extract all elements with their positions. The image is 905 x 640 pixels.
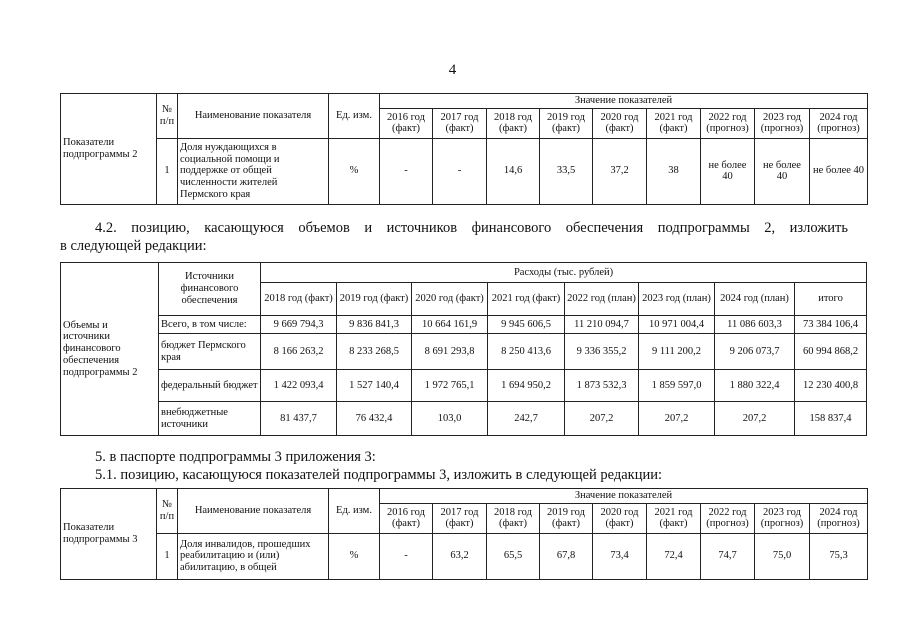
source-name: внебюджетные источники <box>159 402 261 436</box>
unit-header: Ед. изм. <box>329 489 380 534</box>
table-row <box>61 316 867 334</box>
total-header: итого <box>795 283 867 316</box>
year-header: 2022 год (прогноз) <box>701 108 755 138</box>
value-cell: - <box>380 138 433 204</box>
year-header: 2023 год (прогноз) <box>755 108 810 138</box>
source-name: федеральный бюджет <box>159 370 261 402</box>
year-header: 2024 год (прогноз) <box>810 108 868 138</box>
year-header: 2024 год (план) <box>715 283 795 316</box>
value-cell: 9 836 841,3 <box>337 316 412 334</box>
financing-table-subprogram-2 <box>60 262 867 436</box>
value-cell: 8 233 268,5 <box>337 334 412 370</box>
table-row <box>61 533 868 579</box>
table-label: Показатели подпрограммы 3 <box>61 489 157 580</box>
source-name: бюджет Пермского края <box>159 334 261 370</box>
table-row <box>61 334 867 370</box>
year-header: 2016 год (факт) <box>380 108 433 138</box>
year-header: 2017 год (факт) <box>433 503 487 533</box>
indicator-name: Доля нуждающихся в социальной помощи и поддержке от общей численности жителей Пермского края <box>178 138 329 204</box>
value-cell: 38 <box>647 138 701 204</box>
name-header: Наименование показателя <box>178 489 329 534</box>
value-cell: 8 691 293,8 <box>412 334 488 370</box>
year-header: 2019 год (факт) <box>337 283 412 316</box>
table-row <box>61 370 867 402</box>
unit-header: Ед. изм. <box>329 94 380 139</box>
paragraph-5-1: 5.1. позицию, касающуюся показателей подпрограммы 3, изложить в следующей редакции: <box>95 467 663 483</box>
value-cell: 9 111 200,2 <box>639 334 715 370</box>
value-cell: 72,4 <box>647 533 701 579</box>
value-cell: 67,8 <box>540 533 593 579</box>
value-cell: 242,7 <box>488 402 565 436</box>
value-cell: 9 945 606,5 <box>488 316 565 334</box>
value-cell: 158 837,4 <box>795 402 867 436</box>
value-cell: 1 694 950,2 <box>488 370 565 402</box>
indicators-table-subprogram-2 <box>60 93 868 205</box>
value-cell: 10 664 161,9 <box>412 316 488 334</box>
value-cell: 74,7 <box>701 533 755 579</box>
value-cell: не более 40 <box>701 138 755 204</box>
value-cell: 8 166 263,2 <box>261 334 337 370</box>
value-cell: 76 432,4 <box>337 402 412 436</box>
year-header: 2018 год (факт) <box>487 503 540 533</box>
expenses-header: Расходы (тыс. рублей) <box>261 263 867 283</box>
paragraph-4-2-line2: в следующей редакции: <box>60 238 207 254</box>
indicator-unit: % <box>329 533 380 579</box>
value-cell: 12 230 400,8 <box>795 370 867 402</box>
value-cell: 37,2 <box>593 138 647 204</box>
year-header: 2019 год (факт) <box>540 108 593 138</box>
value-cell: 9 206 073,7 <box>715 334 795 370</box>
year-header: 2022 год (план) <box>565 283 639 316</box>
value-cell: 63,2 <box>433 533 487 579</box>
row-num: 1 <box>157 533 178 579</box>
value-cell: 207,2 <box>565 402 639 436</box>
value-cell: 60 994 868,2 <box>795 334 867 370</box>
value-cell: 1 873 532,3 <box>565 370 639 402</box>
values-header: Значение показателей <box>380 489 868 504</box>
year-header: 2021 год (факт) <box>647 108 701 138</box>
page-number: 4 <box>448 62 457 78</box>
num-header: № п/п <box>157 489 178 534</box>
value-cell: не более 40 <box>810 138 868 204</box>
value-cell: 73,4 <box>593 533 647 579</box>
row-num: 1 <box>157 138 178 204</box>
value-cell: 1 422 093,4 <box>261 370 337 402</box>
value-cell: 81 437,7 <box>261 402 337 436</box>
value-cell: 75,0 <box>755 533 810 579</box>
value-cell: 33,5 <box>540 138 593 204</box>
year-header: 2017 год (факт) <box>433 108 487 138</box>
value-cell: 11 086 603,3 <box>715 316 795 334</box>
year-header: 2020 год (факт) <box>593 503 647 533</box>
indicators-table-subprogram-3 <box>60 488 868 580</box>
year-header: 2021 год (факт) <box>647 503 701 533</box>
year-header: 2020 год (факт) <box>593 108 647 138</box>
values-header: Значение показателей <box>380 94 868 109</box>
year-header: 2016 год (факт) <box>380 503 433 533</box>
value-cell: - <box>433 138 487 204</box>
value-cell: 207,2 <box>639 402 715 436</box>
value-cell: 73 384 106,4 <box>795 316 867 334</box>
paragraph-5: 5. в паспорте подпрограммы 3 приложения 3: <box>95 449 376 465</box>
value-cell: 9 336 355,2 <box>565 334 639 370</box>
year-header: 2018 год (факт) <box>487 108 540 138</box>
value-cell: 1 972 765,1 <box>412 370 488 402</box>
value-cell: 14,6 <box>487 138 540 204</box>
value-cell: - <box>380 533 433 579</box>
year-header: 2023 год (план) <box>639 283 715 316</box>
value-cell: 9 669 794,3 <box>261 316 337 334</box>
year-header: 2024 год (прогноз) <box>810 503 868 533</box>
indicator-name: Доля инвалидов, прошедших реабилитацию и (или) абилитацию, в общей <box>178 533 329 579</box>
table-label: Показатели подпрограммы 2 <box>61 94 157 205</box>
value-cell: 1 880 322,4 <box>715 370 795 402</box>
num-header: № п/п <box>157 94 178 139</box>
year-header: 2020 год (факт) <box>412 283 488 316</box>
year-header: 2018 год (факт) <box>261 283 337 316</box>
value-cell: 75,3 <box>810 533 868 579</box>
name-header: Наименование показателя <box>178 94 329 139</box>
value-cell: 1 859 597,0 <box>639 370 715 402</box>
value-cell: не более 40 <box>755 138 810 204</box>
value-cell: 11 210 094,7 <box>565 316 639 334</box>
table-row <box>61 402 867 436</box>
year-header: 2021 год (факт) <box>488 283 565 316</box>
value-cell: 65,5 <box>487 533 540 579</box>
value-cell: 10 971 004,4 <box>639 316 715 334</box>
paragraph-4-2-line1: 4.2. позицию, касающуюся объемов и источников финансового обеспечения подпрограммы 2, изложить <box>95 220 848 236</box>
value-cell: 103,0 <box>412 402 488 436</box>
year-header: 2023 год (прогноз) <box>755 503 810 533</box>
year-header: 2019 год (факт) <box>540 503 593 533</box>
indicator-unit: % <box>329 138 380 204</box>
source-header: Источники финансового обеспечения <box>159 263 261 316</box>
value-cell: 8 250 413,6 <box>488 334 565 370</box>
table-row <box>61 138 868 204</box>
table-label: Объемы и источники финансового обеспечения подпрограммы 2 <box>61 263 159 436</box>
source-name: Всего, в том числе: <box>159 316 261 334</box>
value-cell: 1 527 140,4 <box>337 370 412 402</box>
year-header: 2022 год (прогноз) <box>701 503 755 533</box>
value-cell: 207,2 <box>715 402 795 436</box>
